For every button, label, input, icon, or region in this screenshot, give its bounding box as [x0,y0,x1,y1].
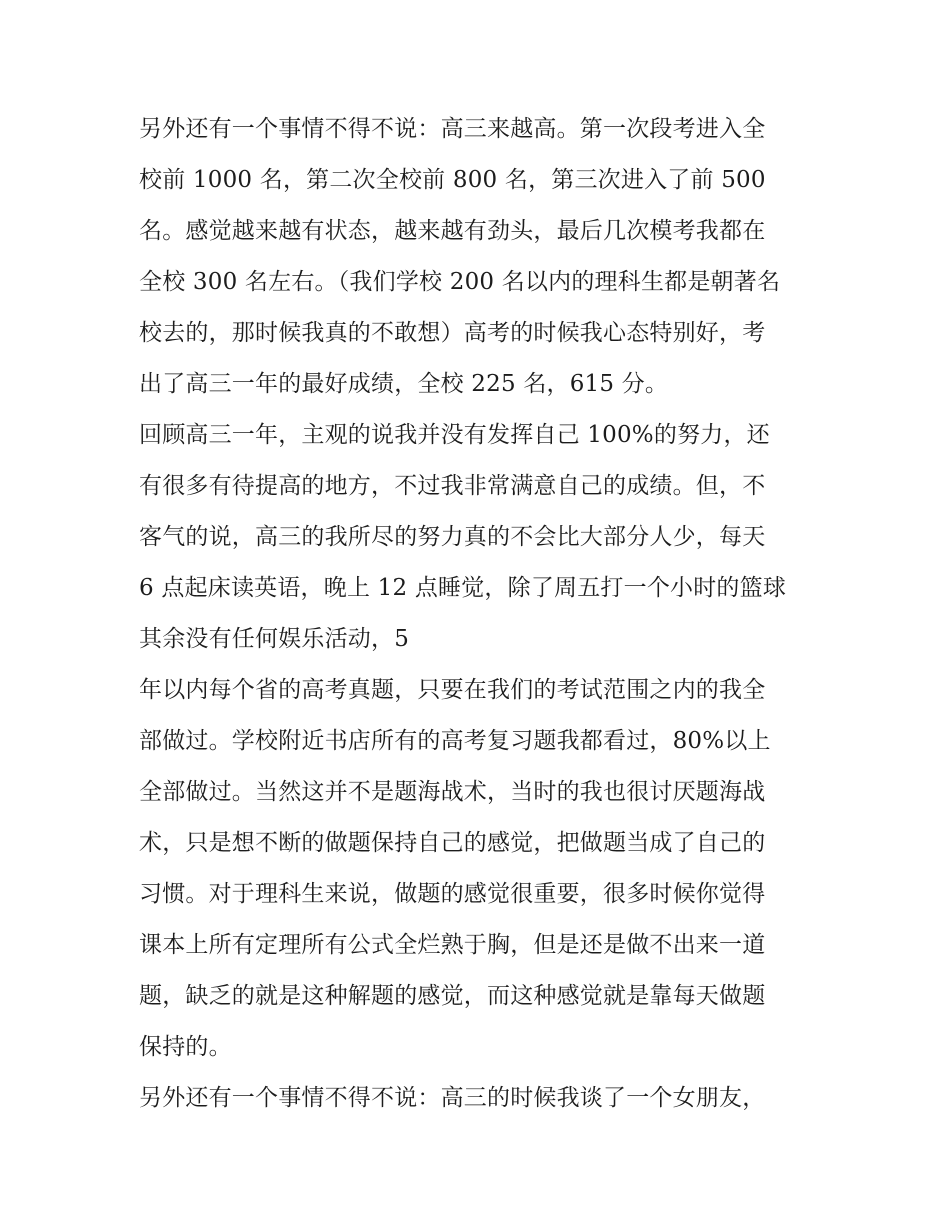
text-line: 有很多有待提高的地方，不过我非常满意自己的成绩。但，不 [139,473,766,499]
text-line: 其余没有任何娱乐活动，5 [139,626,410,652]
text-line: 另外还有一个事情不得不说：高三的时候我谈了一个女朋友， [139,1085,766,1111]
text-line: 课本上所有定理所有公式全烂熟于胸，但是还是做不出来一道 [139,932,766,958]
text-line: 6 点起床读英语，晚上 12 点睡觉，除了周五打一个小时的篮球 [139,575,787,601]
text-line: 题，缺乏的就是这种解题的感觉，而这种感觉就是靠每天做题 [139,983,766,1009]
text-line: 客气的说，高三的我所尽的努力真的不会比大部分人少，每天 [139,524,766,550]
text-line: 校前 1000 名，第二次全校前 800 名，第三次进入了前 500 [139,167,766,193]
text-line: 年以内每个省的高考真题，只要在我们的考试范围之内的我全 [139,677,766,703]
text-line: 保持的。 [139,1034,232,1060]
text-line: 全校 300 名左右。（我们学校 200 名以内的理科生都是朝著名 [139,269,781,295]
text-line: 名。感觉越来越有状态，越来越有劲头，最后几次模考我都在 [139,218,766,244]
text-line: 习惯。对于理科生来说，做题的感觉很重要，很多时候你觉得 [139,881,766,907]
text-line: 出了高三一年的最好成绩，全校 225 名，615 分。 [139,371,669,397]
document-body [139,104,819,1124]
text-line: 回顾高三一年，主观的说我并没有发挥自己 100%的努力，还 [139,422,770,448]
text-line: 部做过。学校附近书店所有的高考复习题我都看过，80%以上 [139,728,771,754]
text-line: 全部做过。当然这并不是题海战术，当时的我也很讨厌题海战 [139,779,766,805]
text-line: 校去的，那时候我真的不敢想）高考的时候我心态特别好，考 [139,320,766,346]
text-line: 另外还有一个事情不得不说：高三来越高。第一次段考进入全 [139,116,766,142]
text-line: 术，只是想不断的做题保持自己的感觉，把做题当成了自己的 [139,830,766,856]
